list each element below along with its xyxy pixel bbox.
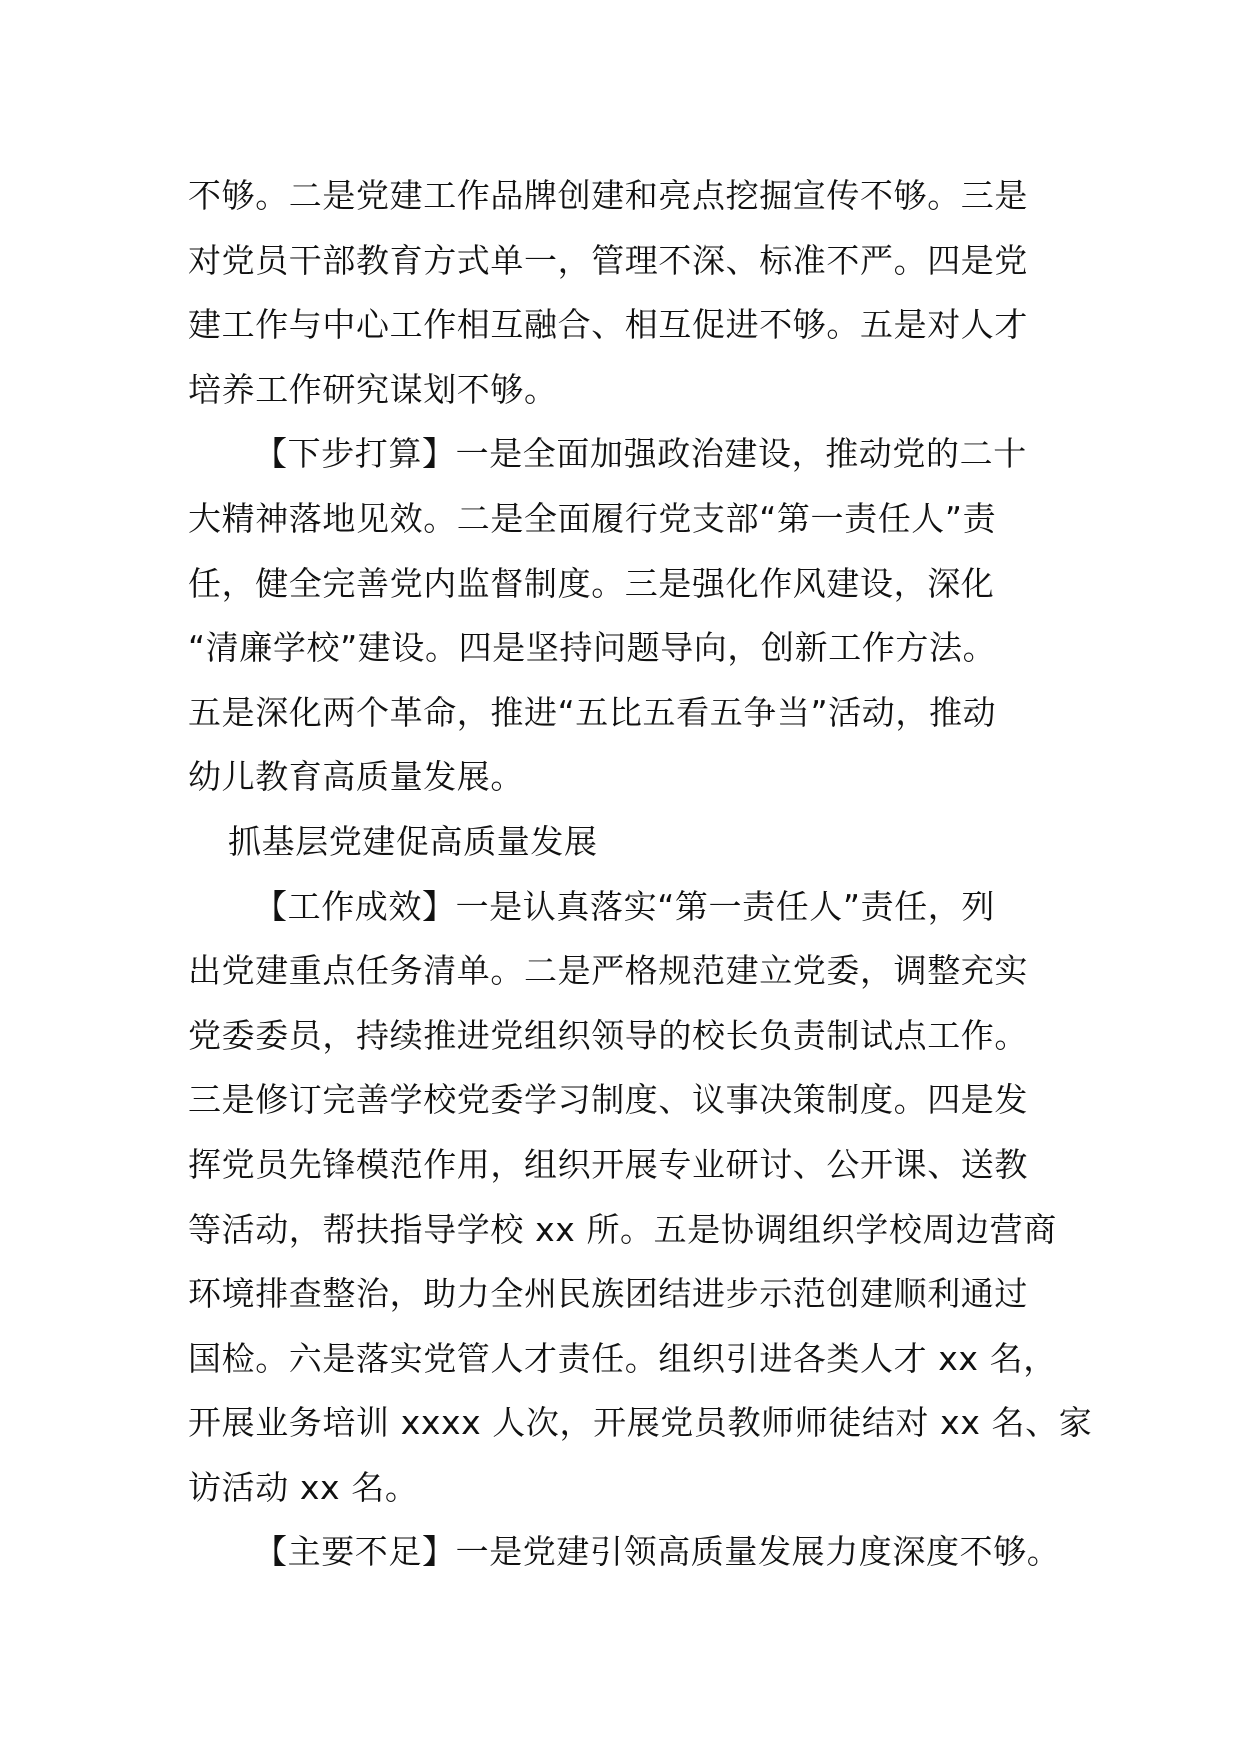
text-line: 挥党员先锋模范作用，组织开展专业研讨、公开课、送教 bbox=[188, 1144, 1028, 1184]
text-line: 建工作与中心工作相互融合、相互促进不够。五是对人才 bbox=[188, 305, 1028, 345]
paragraph-next-steps bbox=[188, 422, 1068, 810]
text-line: 开展业务培训 xxxx 人次，开展党员教师师徒结对 xx 名、家 bbox=[188, 1403, 1093, 1443]
heading-text: 抓基层党建促高质量发展 bbox=[228, 821, 598, 861]
text-line: 国检。六是落实党管人才责任。组织引进各类人才 xx 名， bbox=[188, 1338, 1057, 1378]
text-line: 大精神落地见效。二是全面履行党支部“第一责任人”责 bbox=[188, 498, 997, 538]
text-line: 访活动 xx 名。 bbox=[188, 1467, 419, 1507]
paragraph-work-results bbox=[188, 875, 1093, 1521]
text-line: 任，健全完善党内监督制度。三是强化作风建设，深化 bbox=[188, 563, 995, 603]
paragraph-main-shortcomings bbox=[188, 1520, 1068, 1585]
section-heading bbox=[188, 810, 1068, 875]
text-line: 不够。二是党建工作品牌创建和亮点挖掘宣传不够。三是 bbox=[188, 176, 1028, 215]
text-line: 【下步打算】一是全面加强政治建设，推动党的二十 bbox=[254, 434, 1027, 474]
text-line: 【工作成效】一是认真落实“第一责任人”责任，列 bbox=[254, 886, 995, 926]
text-line: “清廉学校”建设。四是坚持问题导向，创新工作方法。 bbox=[188, 628, 997, 668]
text-line: 等活动，帮扶指导学校 xx 所。五是协调组织学校周边营商 bbox=[188, 1209, 1057, 1249]
paragraph-shortcomings-continued bbox=[188, 164, 1068, 422]
text-line: 【主要不足】一是党建引领高质量发展力度深度不够。 bbox=[254, 1532, 1061, 1572]
text-line: 出党建重点任务清单。二是严格规范建立党委，调整充实 bbox=[188, 951, 1028, 991]
text-line: 环境排查整治，助力全州民族团结进步示范创建顺利通过 bbox=[188, 1274, 1028, 1314]
text-line: 五是深化两个革命，推进“五比五看五争当”活动，推动 bbox=[188, 692, 997, 732]
document-body bbox=[188, 164, 1093, 1585]
text-line: 对党员干部教育方式单一，管理不深、标准不严。四是党 bbox=[188, 240, 1028, 280]
text-line: 幼儿教育高质量发展。 bbox=[188, 757, 524, 797]
text-line: 三是修订完善学校党委学习制度、议事决策制度。四是发 bbox=[188, 1080, 1028, 1120]
text-line: 党委委员，持续推进党组织领导的校长负责制试点工作。 bbox=[188, 1015, 1028, 1055]
text-line: 培养工作研究谋划不够。 bbox=[188, 369, 558, 409]
